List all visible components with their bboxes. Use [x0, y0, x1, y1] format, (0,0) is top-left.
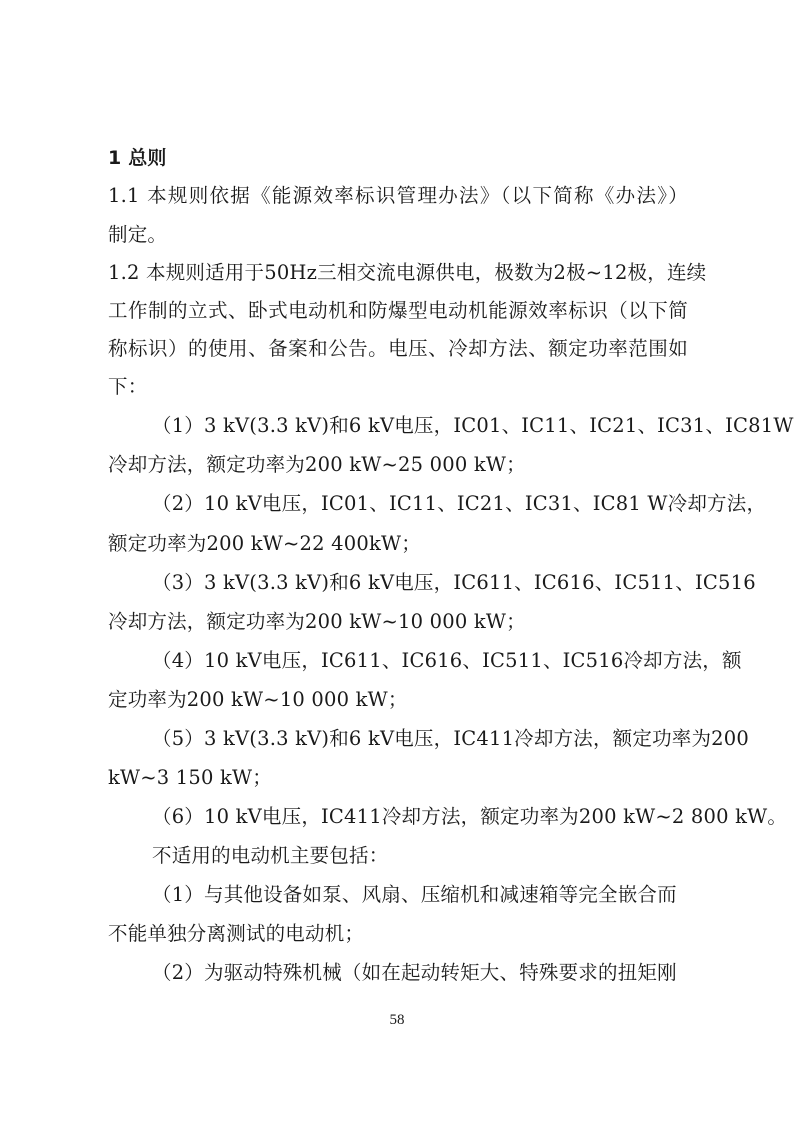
list-item-line: 冷却方法，额定功率为200 kW~10 000 kW； [108, 610, 526, 633]
list-item-line: （2）为驱动特殊机械（如在起动转矩大、特殊要求的扭矩刚 [152, 961, 677, 984]
list-item-line: 不能单独分离测试的电动机； [108, 922, 365, 945]
paragraph-line: 1.1 本规则依据《能源效率标识管理办法》（以下简称《办法》） [108, 184, 688, 207]
paragraph-line: 下： [108, 375, 148, 398]
section-heading: 1 总则 [108, 147, 167, 169]
list-item-line: kW~3 150 kW； [108, 766, 272, 789]
paragraph-line: 制定。 [108, 223, 168, 246]
list-item-line: （1）与其他设备如泵、风扇、压缩机和减速箱等完全嵌合而 [152, 883, 677, 906]
list-item-line: （6）10 kV电压，IC411冷却方法，额定功率为200 kW~2 800 kW。 [152, 805, 788, 828]
list-item-line: （1）3 kV(3.3 kV)和6 kV电压，IC01、IC11、IC21、IC31、IC81W [152, 414, 794, 437]
list-item-line: （5）3 kV(3.3 kV)和6 kV电压，IC411冷却方法，额定功率为200 [152, 727, 749, 750]
paragraph-line: 工作制的立式、卧式电动机和防爆型电动机能源效率标识（以下简 [108, 299, 688, 322]
paragraph-line: 1.2 本规则适用于50Hz三相交流电源供电，极数为2极~12极，连续 [108, 261, 707, 284]
paragraph-line: 称标识）的使用、备案和公告。电压、冷却方法、额定功率范围如 [108, 337, 688, 360]
list-item-line: （2）10 kV电压，IC01、IC11、IC21、IC31、IC81 W冷却方法， [152, 492, 767, 515]
list-item-line: 冷却方法，额定功率为200 kW~25 000 kW； [108, 453, 526, 476]
paragraph-line: 不适用的电动机主要包括： [152, 844, 389, 867]
page-number: 58 [389, 1012, 405, 1028]
list-item-line: （3）3 kV(3.3 kV)和6 kV电压，IC611、IC616、IC511、IC516 [152, 571, 756, 594]
list-item-line: （4）10 kV电压，IC611、IC616、IC511、IC516冷却方法，额 [152, 649, 742, 672]
list-item-line: 定功率为200 kW~10 000 kW； [108, 688, 408, 711]
list-item-line: 额定功率为200 kW~22 400kW； [108, 532, 421, 555]
